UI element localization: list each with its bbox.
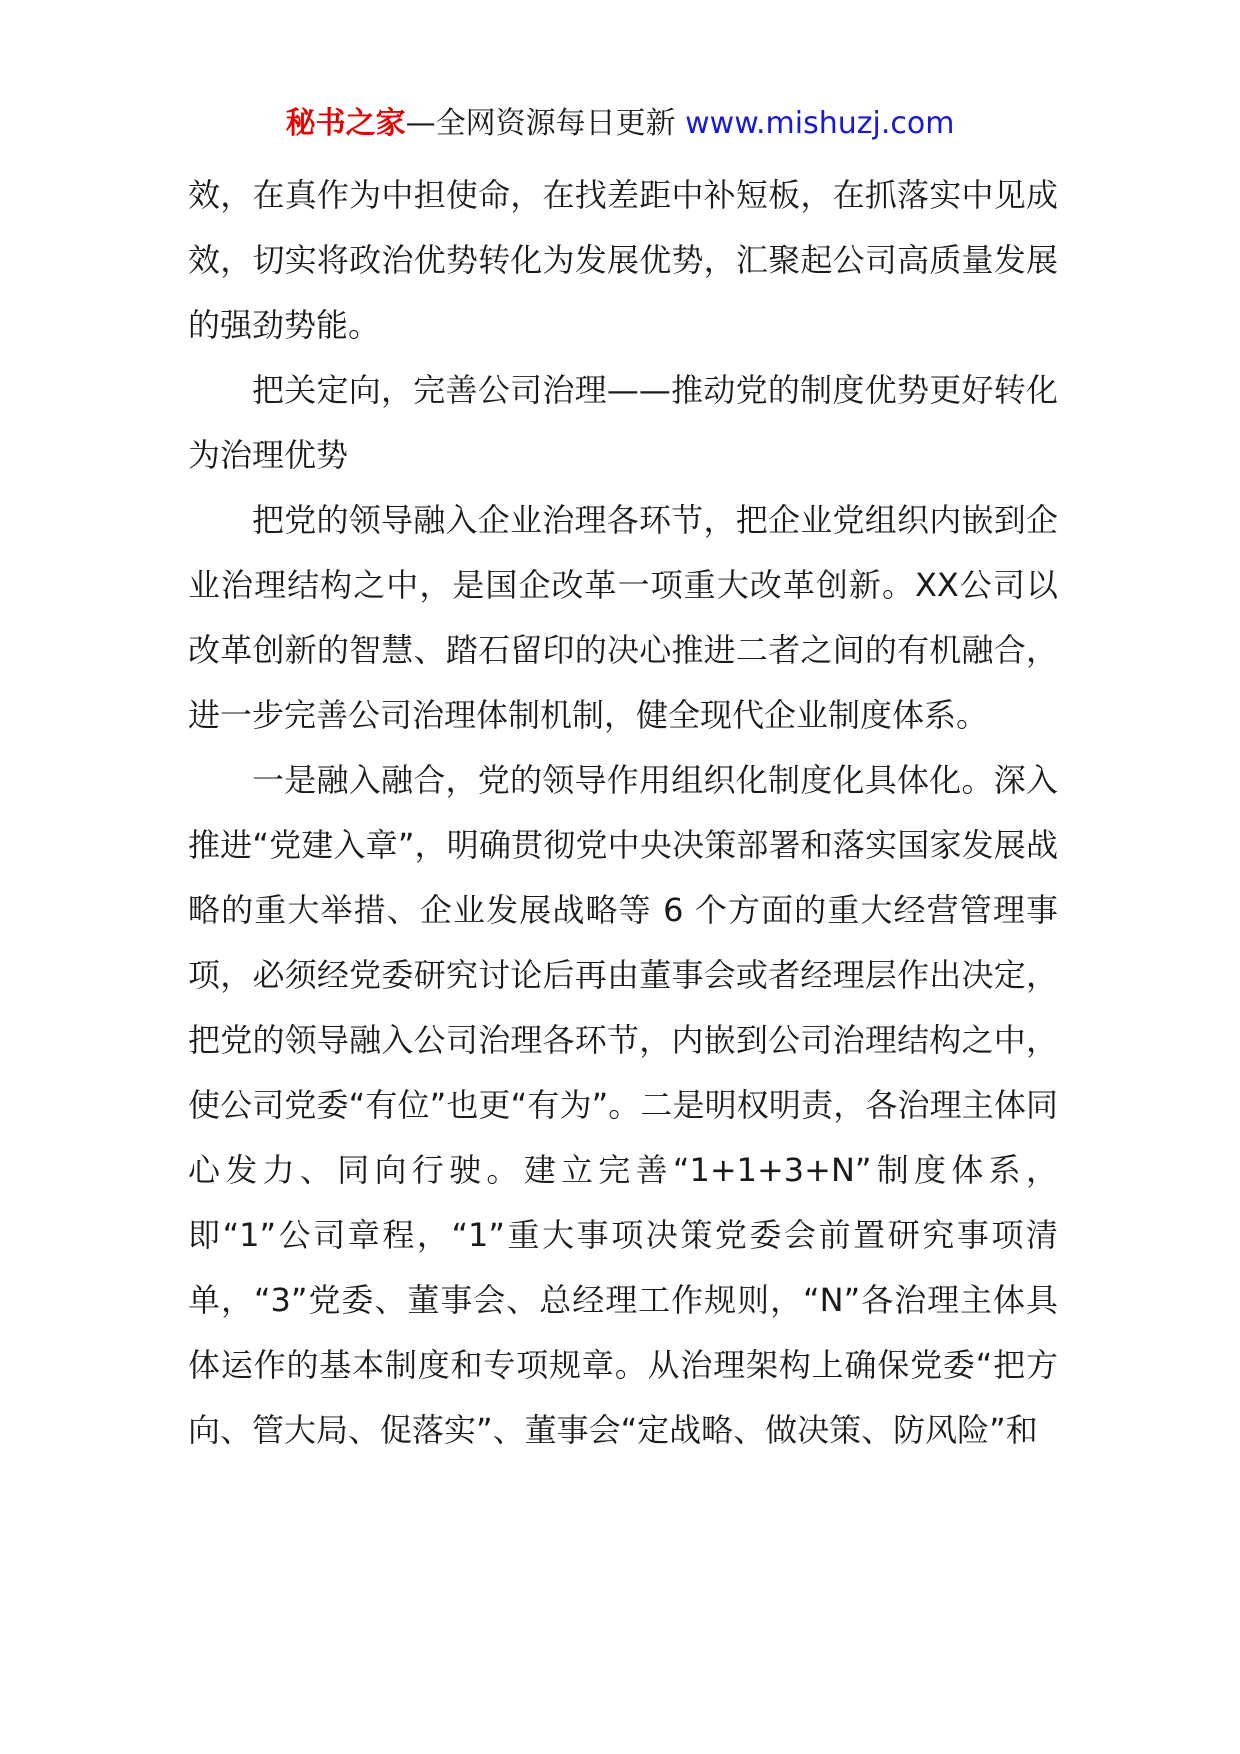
header-brand: 秘书之家	[285, 106, 406, 141]
header-site-link[interactable]: www.mishuzj.com	[685, 106, 955, 141]
paragraph: 效，在真作为中担使命，在找差距中补短板，在抓落实中见成效，切实将政治优势转化为发展优势，汇聚起公司高质量发展的强劲势能。	[188, 176, 1058, 344]
section-heading: 把关定向，完善公司治理——推动党的制度优势更好转化为治理优势	[188, 371, 1058, 474]
paragraph: 把党的领导融入企业治理各环节，把企业党组织内嵌到企业治理结构之中，是国企改革一项重大改革创新。XX公司以改革创新的智慧、踏石留印的决心推进二者之间的有机融合，进一步完善公司治理体制机制，健全现代企业制度体系。	[188, 501, 1058, 734]
header-tagline: —全网资源每日更新	[405, 106, 676, 141]
paragraph: 一是融入融合，党的领导作用组织化制度化具体化。深入推进“党建入章”，明确贯彻党中央决策部署和落实国家发展战略的重大举措、企业发展战略等 6 个方面的重大经营管理事项，必须经党委研究讨论后再由董事会或者经理层作出决定，把党的领导融入公司治理各环节，内嵌到公司治理结构之中，使公司党委“有位”也更“有为”。二是明权明责，各治理主体同心发力、同向行驶。建立完善“1+1+3+N”制度体系，即“1”公司章程，“1”重大事项决策党委会前置研究事项清单，“3”党委、董事会、总经理工作规则，“N”各治理主体具体运作的基本制度和专项规章。从治理架构上确保党委“把方向、管大局、促落实”、董事会“定战略、做决策、防风险”和	[188, 761, 1058, 1449]
document-body	[188, 163, 1058, 1463]
page-header	[0, 100, 1240, 148]
